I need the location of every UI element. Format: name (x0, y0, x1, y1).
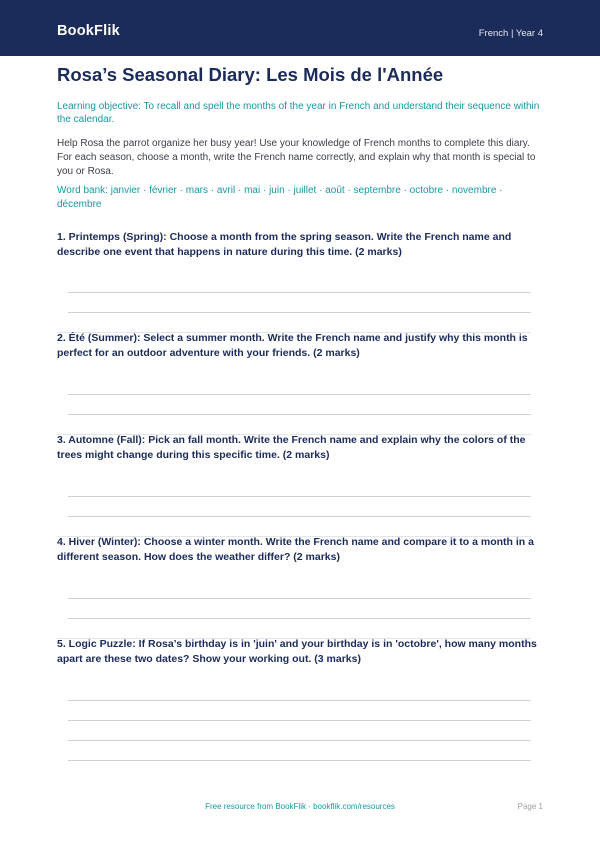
brand-logo: BookFlik (57, 23, 120, 39)
answer-line[interactable] (68, 394, 531, 395)
intro-paragraph: Help Rosa the parrot organize her busy year! Use your knowledge of French months to complete this diary. For each season, choose a month, write the French name correctly, and explain why that month is special to you or Rosa. (57, 138, 536, 177)
answer-line[interactable] (68, 414, 531, 415)
answer-line[interactable] (68, 760, 531, 761)
question-1: 1. Printemps (Spring): Choose a month from the spring season. Write the French name and describe one event that happens in nature during this time. (2 marks) (57, 231, 512, 258)
answer-line[interactable] (68, 700, 531, 701)
footer-text: Free resource from BookFlik · bookflik.com/resources (205, 802, 395, 811)
answer-line[interactable] (68, 496, 531, 497)
question-2: 2. Été (Summer): Select a summer month. Write the French name and justify why this month is perfect for an outdoor adventure with your friends. (2 marks) (57, 332, 528, 359)
page-title: Rosa’s Seasonal Diary: Les Mois de l'Année (57, 64, 444, 85)
subject-year-label: French | Year 4 (478, 28, 543, 39)
question-3: 3. Automne (Fall): Pick an fall month. Write the French name and explain why the colors of the trees might change during this specific time. (2 marks) (57, 434, 526, 461)
answer-line[interactable] (68, 720, 531, 721)
answer-line[interactable] (68, 740, 531, 741)
word-bank: Word bank: janvier · février · mars · avril · mai · juin · juillet · août · septembre · octobre · novembre · décembre (57, 185, 503, 210)
learning-objective: Learning objective: To recall and spell the months of the year in French and understand their sequence within the calendar. (57, 101, 540, 125)
answer-line[interactable] (68, 598, 531, 599)
answer-line[interactable] (68, 312, 531, 313)
header-bar (0, 0, 600, 56)
question-5: 5. Logic Puzzle: If Rosa’s birthday is in 'juin' and your birthday is in 'octobre', how many months apart are these two dates? Show your working out. (3 marks) (57, 638, 537, 665)
page-number: Page 1 (517, 802, 543, 811)
answer-line[interactable] (68, 516, 531, 517)
answer-line[interactable] (68, 292, 531, 293)
answer-line[interactable] (68, 618, 531, 619)
question-4: 4. Hiver (Winter): Choose a winter month. Write the French name and compare it to a month in a different season. How does the weather differ? (2 marks) (57, 536, 534, 563)
